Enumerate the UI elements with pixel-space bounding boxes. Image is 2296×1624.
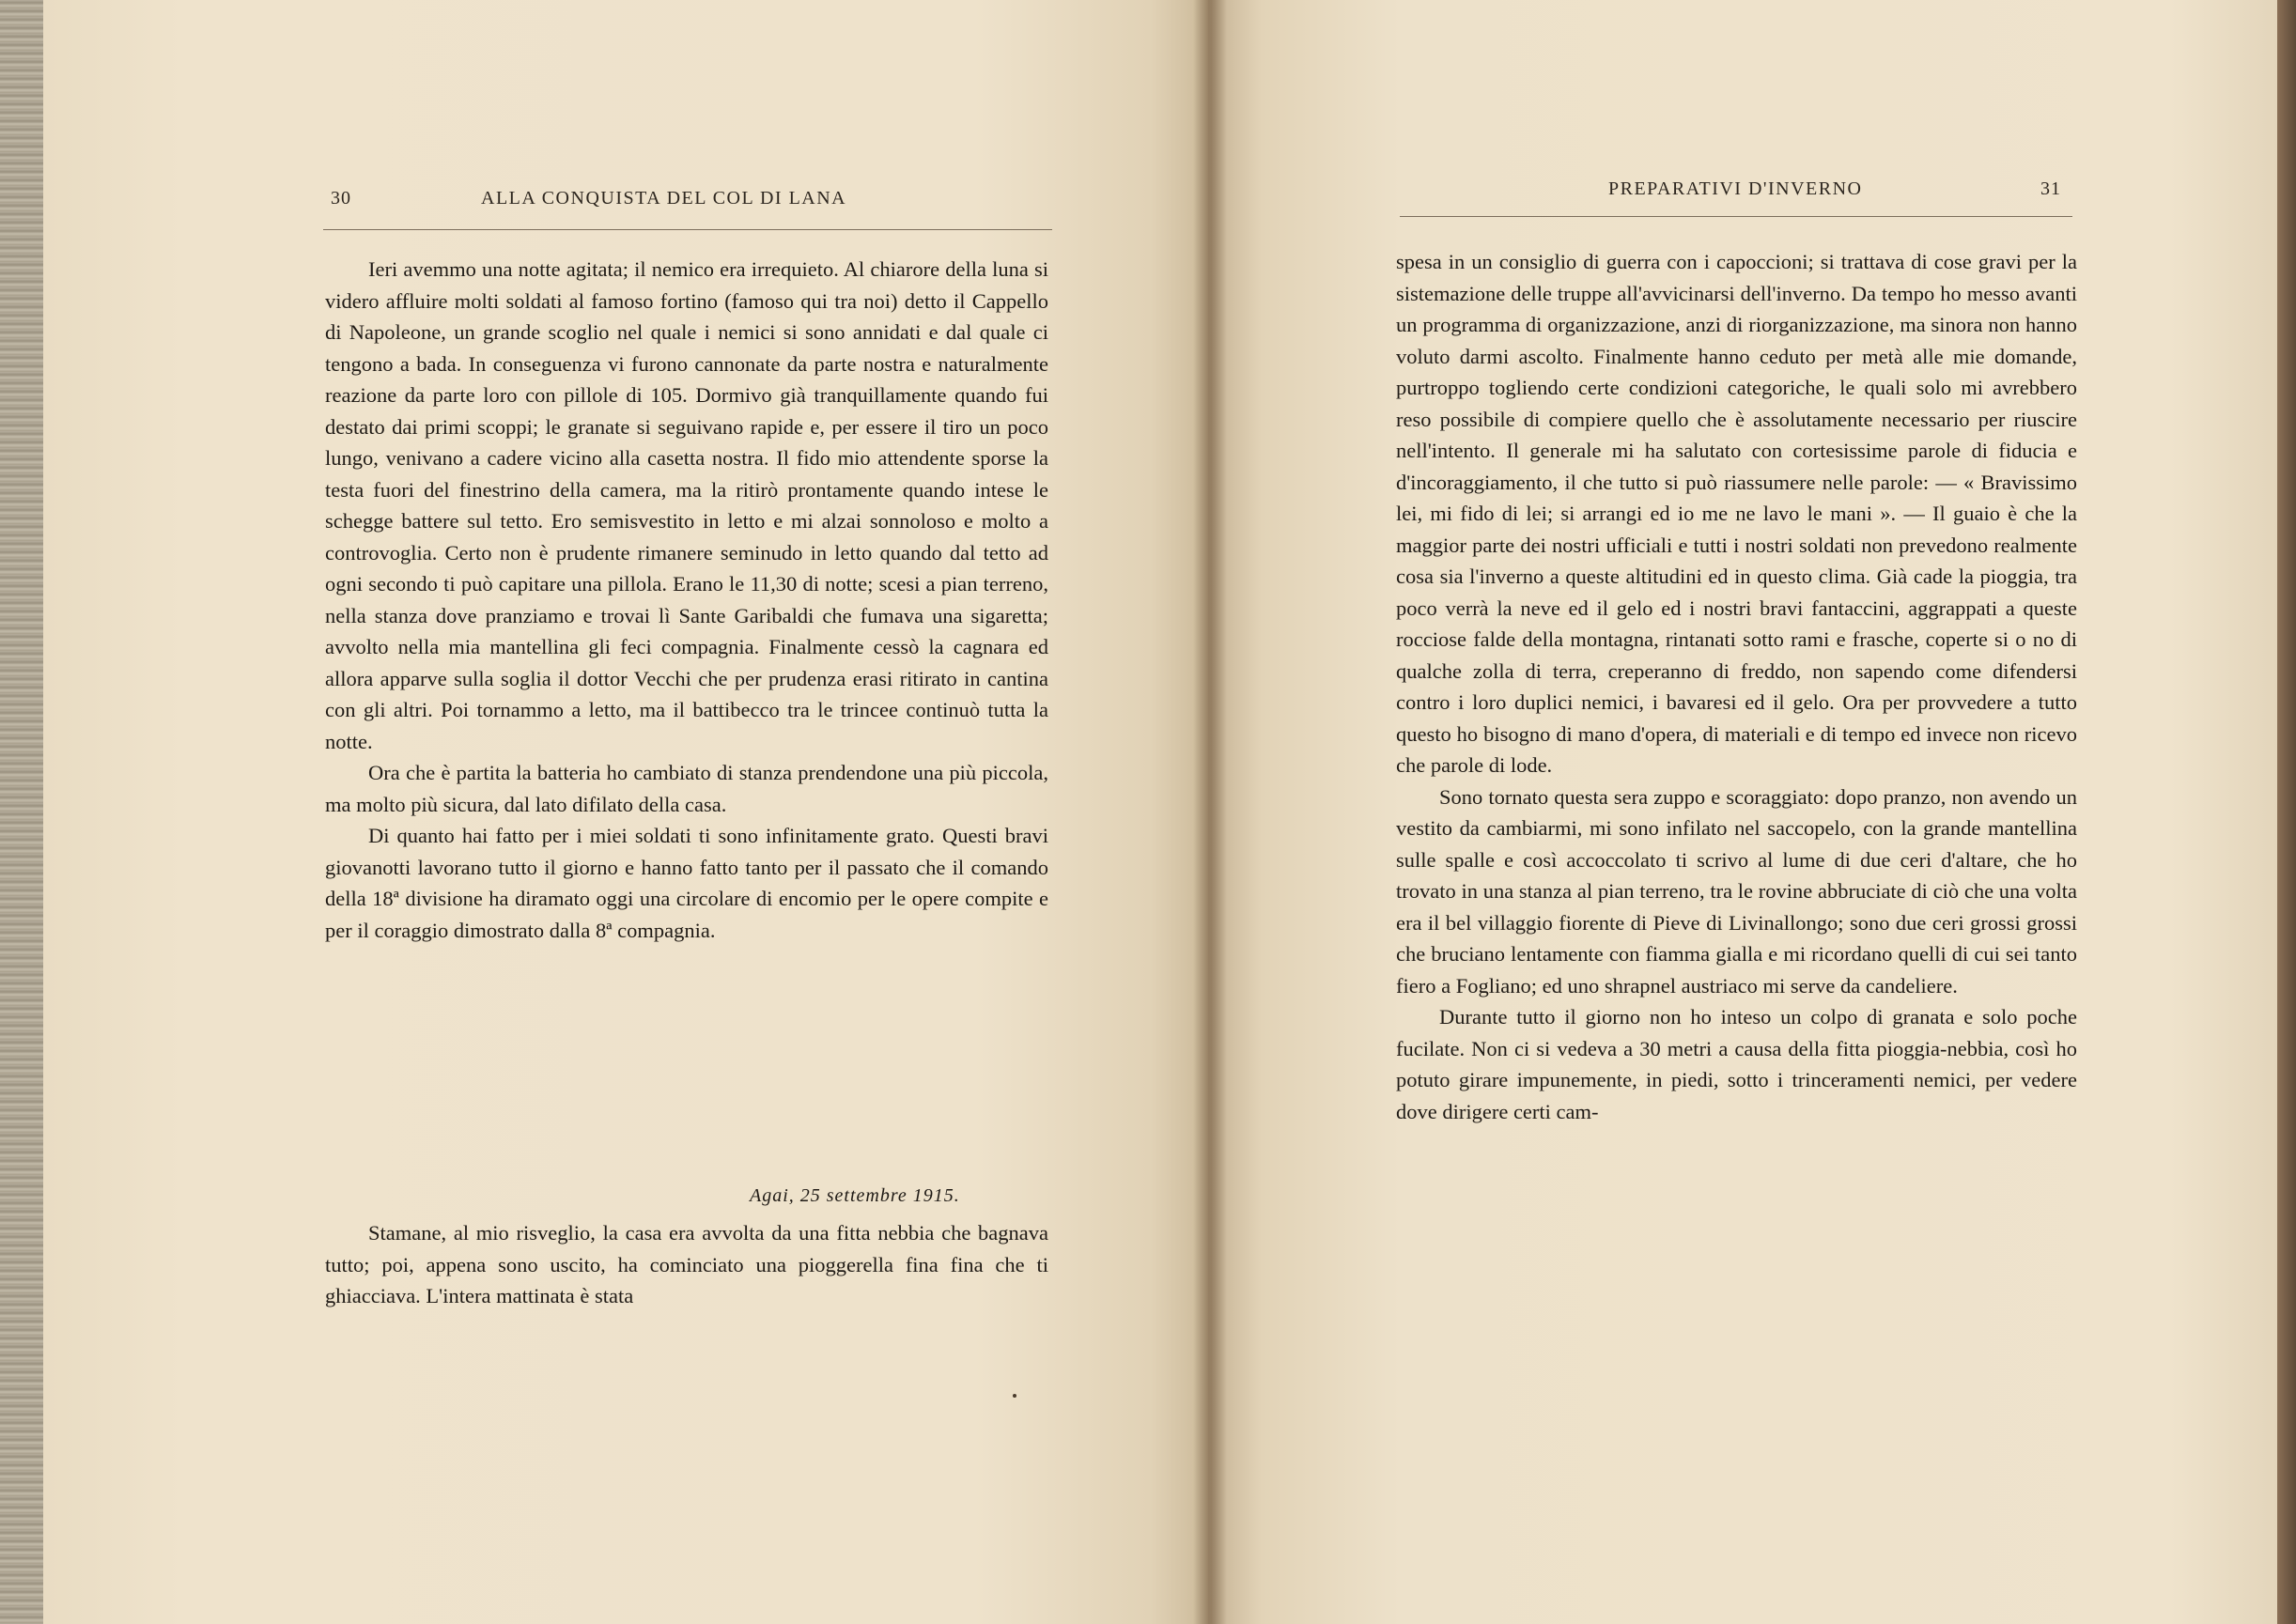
left-body-text	[325, 254, 1048, 946]
paragraph: Sono tornato questa sera zuppo e scoraggiato: dopo pranzo, non avendo un vestito da cambiarmi, mi sono infilato nel saccopelo, con la grande mantellina sulle spalle e così accoccolato ti scrivo al lume di due ceri d'altare, che ho trovato in una stanza al pian terreno, tra le rovine abbruciate di ciò che una volta era il bel villaggio fiorente di Pieve di Livinallongo; sono due ceri grossi grossi che bruciano lentamente con fiamma gialla e mi ricordano quelli di cui sei tanto fiero a Fogliano; ed uno shrapnel austriaco mi serve da candeliere.	[1396, 784, 2077, 998]
paragraph: Ieri avemmo una notte agitata; il nemico era irrequieto. Al chiarore della luna si videro affluire molti soldati al famoso fortino (famoso qui tra noi) detto il Cappello di Napoleone, un grande scoglio nel quale i nemici si sono annidati e dal quale ci tengono a bada. In conseguenza vi furono cannonate da parte nostra e naturalmente reazione da parte loro con pillole di 105. Dormivo già tranquillamente quando fui destato dai primi scoppi; le granate si seguivano rapide e, per essere il tiro un poco lungo, venivano a cadere vicino alla casetta nostra. Il fido mio attendente sporse la testa fuori del finestrino della camera, ma la ritirò prontamente quando intese le schegge battere sul tetto. Ero semisvestito in letto e mi alzai sonnoloso e molto a controvoglia. Certo non è prudente rimanere seminudo in letto quando dal tetto ad ogni secondo ti può capitare una pillola. Erano le 11,30 di notte; scesi a pian terreno, nella stanza dove pranziamo e trovai lì Sante Garibaldi che fumava una sigaretta; avvolto nella mia mantellina gli feci compagnia. Finalmente cessò la cagnara ed allora apparve sulla soglia il dottor Vecchi che per prudenza erasi ritirato in cantina con gli altri. Poi tornammo a letto, ma il battibecco tra le trincee continuò tutta la notte.	[325, 257, 1048, 753]
book-cover-edge	[2277, 0, 2296, 1624]
paper-speck	[1013, 1394, 1016, 1398]
right-page-number: 31	[2040, 178, 2061, 199]
left-closing-text	[325, 1217, 1048, 1312]
paragraph: Di quanto hai fatto per i miei soldati ti sono infinitamente grato. Questi bravi giovanotti lavorano tutto il giorno e hanno fatto tanto per il passato che il comando della 18ª divisione ha diramato oggi una circolare di encomio per le opere compite e per il coraggio dimostrato dalla 8ª compagnia.	[325, 824, 1048, 942]
right-body-text	[1396, 246, 2077, 1127]
paragraph: Ora che è partita la batteria ho cambiato di stanza prendendone una più piccola, ma molto più sicura, dal lato difilato della casa.	[325, 761, 1048, 816]
left-running-title: ALLA CONQUISTA DEL COL DI LANA	[481, 188, 847, 209]
left-page-number: 30	[331, 188, 351, 209]
left-header-rule	[323, 229, 1052, 230]
right-running-title: PREPARATIVI D'INVERNO	[1608, 178, 1863, 199]
dateline: Agai, 25 settembre 1915.	[750, 1185, 960, 1206]
paragraph: Durante tutto il giorno non ho inteso un colpo di granata e solo poche fucilate. Non ci si vedeva a 30 metri a causa della fitta pioggia-nebbia, così ho potuto girare impunemente, in piedi, sotto i trinceramenti nemici, per vedere dove dirigere certi cam-	[1396, 1005, 2077, 1123]
left-page	[43, 0, 1208, 1624]
right-header-rule	[1400, 216, 2072, 217]
paragraph: Stamane, al mio risveglio, la casa era avvolta da una fitta nebbia che bagnava tutto; poi, appena sono uscito, ha cominciato una pioggerella fina fina che ti ghiacciava. L'intera mattinata è stata	[325, 1221, 1048, 1307]
right-page	[1208, 0, 2277, 1624]
book-gutter	[1193, 0, 1227, 1624]
paragraph: spesa in un consiglio di guerra con i capoccioni; si trattava di cose gravi per la sistemazione delle truppe all'avvicinarsi dell'inverno. Da tempo ho messo avanti un programma di organizzazione, anzi di riorganizzazione, ma sinora non hanno voluto darmi ascolto. Finalmente hanno ceduto per metà alle mie domande, purtroppo togliendo certe condizioni categoriche, le quali solo mi avrebbero reso possibile di compiere quello che è assolutamente necessario per riuscire nell'intento. Il generale mi ha salutato con cortesissime parole di fiducia e d'incoraggiamento, il che tutto si può riassumere nelle parole: — « Bravissimo lei, mi fido di lei; si arrangi ed io me ne lavo le mani ». — Il guaio è che la maggior parte dei nostri ufficiali e tutti i nostri soldati non prevedono realmente cosa sia l'inverno a queste altitudini ed in questo clima. Già cade la pioggia, tra poco verrà la neve ed il gelo ed i nostri bravi fantaccini, aggrappati a queste rocciose falde della montagna, rintanati sotto rami e frasche, coperte si o no di qualche zolla di terra, creperanno di freddo, non sapendo come difendersi contro i loro duplici nemici, i bavaresi ed il gelo. Ora per provvedere a tutto questo ho bisogno di mano d'opera, di materiali e di tempo ed invece non ricevo che parole di lode.	[1396, 250, 2077, 777]
book-spine-edge	[0, 0, 43, 1624]
